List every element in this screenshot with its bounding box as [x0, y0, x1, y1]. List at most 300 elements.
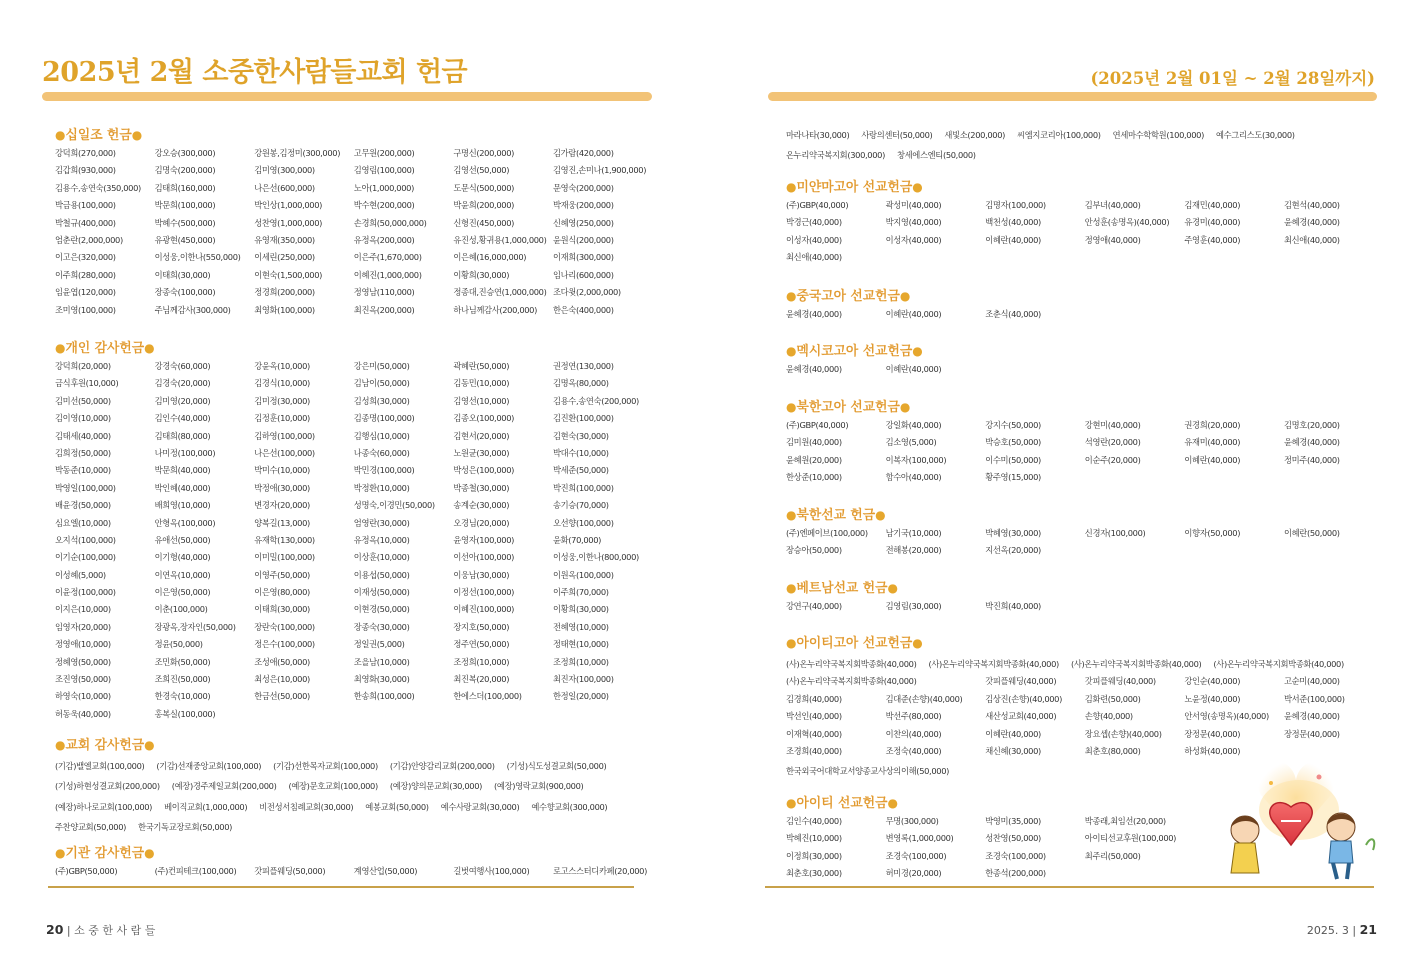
- section-church-thanks: [55, 735, 619, 837]
- list-item: 조정숙(40,000): [885, 745, 942, 756]
- list-item: 조희진(50,000): [154, 674, 211, 685]
- list-item: 김영선(50,000): [453, 165, 510, 176]
- list-item: 정영남(110,000): [353, 287, 415, 298]
- list-item: 박선주(80,000): [885, 711, 942, 722]
- list-item: 장정문(40,000): [1283, 728, 1340, 739]
- list-item: 박대수(10,000): [552, 447, 609, 458]
- list-item: 허동욱(40,000): [55, 708, 111, 719]
- section-heading: ●아이티고아 선교헌금●: [786, 636, 923, 651]
- list-item: 이주희(280,000): [55, 269, 116, 280]
- list-item: 김명옥(80,000): [552, 378, 609, 389]
- list-item: 창세에스엔티(50,000): [896, 150, 976, 161]
- list-item: 박재웅(200,000): [552, 200, 614, 211]
- list-item: 장란숙(100,000): [254, 621, 315, 632]
- list-item: 이세린(250,000): [254, 252, 315, 263]
- list-item: 장지호(50,000): [453, 621, 510, 632]
- list-item: 함수아(40,000): [885, 472, 942, 483]
- list-item: 김미원(40,000): [786, 437, 842, 448]
- list-item: 예봉교회(50,000): [365, 801, 429, 812]
- list-item: 이혜란(40,000): [885, 309, 942, 319]
- offering-list: [786, 673, 1384, 760]
- list-item: 갓피플웨딩(40,000): [985, 676, 1057, 687]
- list-item: (기감)선한목자교회(100,000): [273, 761, 378, 771]
- list-item: 백천성(40,000): [985, 217, 1041, 228]
- list-item: [886, 673, 986, 690]
- list-item: 김미정(30,000): [254, 395, 310, 406]
- list-item: 최춘호(80,000): [1084, 745, 1141, 756]
- list-item: 손경희(50,000,000): [353, 217, 427, 228]
- list-item: 임영자(20,000): [55, 621, 111, 632]
- list-item: 임나리(600,000): [552, 269, 614, 280]
- list-item: 계영산업(50,000): [353, 866, 418, 876]
- list-item: 하나님께감사(200,000): [453, 304, 537, 315]
- list-item: 김인수(40,000): [154, 413, 211, 424]
- list-item: 윤혜경(40,000): [786, 309, 842, 319]
- list-item: 연세마수학학원(100,000): [1112, 130, 1204, 140]
- list-item: 전해봉(20,000): [885, 545, 942, 556]
- list-item: 이재희(300,000): [552, 252, 614, 263]
- list-item: 김경숙(20,000): [154, 378, 211, 389]
- list-item: 홍복실(100,000): [154, 708, 216, 719]
- list-item: 최영화(100,000): [254, 304, 315, 315]
- list-item: 최진옥(200,000): [353, 304, 415, 315]
- children-heart-illustration: [1201, 755, 1391, 885]
- list-item: 유재학(130,000): [254, 534, 315, 545]
- section-heading: ●북한고아 선교헌금●: [786, 400, 911, 415]
- offering-list: [786, 361, 1384, 378]
- list-item: 나은선(600,000): [254, 182, 315, 193]
- list-item: 김하영(100,000): [254, 430, 315, 441]
- list-item: 박철규(400,000): [55, 217, 116, 228]
- list-item: 윤혜경(40,000): [1283, 711, 1340, 722]
- list-item: 김부녀(40,000): [1084, 200, 1141, 210]
- list-item: 윤화(70,000): [552, 534, 602, 545]
- list-item: 예수향교회(300,000): [531, 801, 608, 812]
- list-item: 주영훈(40,000): [1184, 234, 1241, 245]
- list-item: 박혜영(30,000): [985, 528, 1041, 538]
- list-item: 이혜란(40,000): [885, 364, 942, 374]
- list-item: 강은미(50,000): [353, 361, 410, 371]
- list-item: 안성훈(송명옥)(40,000): [1084, 217, 1170, 228]
- list-item: 이정희(30,000): [786, 850, 842, 861]
- list-item: 고순미(40,000): [1283, 676, 1340, 687]
- list-item: 박금용(100,000): [55, 200, 116, 211]
- list-item: 김영선(10,000): [453, 395, 510, 406]
- list-item: 김명자(100,000): [985, 200, 1046, 210]
- offering-list: [786, 525, 1384, 560]
- list-item: 정미주(40,000): [1283, 454, 1340, 465]
- list-item: 김남이(50,000): [353, 378, 410, 389]
- list-item: 최신애(40,000): [786, 252, 842, 263]
- period-label: (2025년 2월 01일 ~ 2월 28일까지): [1090, 69, 1375, 88]
- section-heading: ●개인 감사헌금●: [55, 341, 155, 356]
- offering-list: [786, 197, 1384, 267]
- list-item: 사랑의센터(50,000): [861, 130, 933, 140]
- list-item: 이혜란(40,000): [1184, 454, 1241, 465]
- list-item: 장승아(50,000): [786, 545, 842, 556]
- list-item: 박윤희(200,000): [453, 200, 515, 211]
- list-item: 이혜진(1,000,000): [353, 269, 422, 280]
- section-heading: ●아이티 선교헌금●: [786, 796, 898, 811]
- list-item: 윤원식(200,000): [552, 234, 614, 245]
- list-item: 김미선(50,000): [55, 395, 111, 406]
- section-top-continued: [786, 124, 1307, 165]
- list-item: 이윤정(100,000): [55, 587, 116, 598]
- list-item: 주찬양교회(50,000): [55, 822, 127, 833]
- list-item: 김상진(손향)(40,000): [985, 693, 1062, 704]
- list-item: 이상훈(10,000): [353, 552, 410, 563]
- list-item: 엄영란(30,000): [353, 517, 410, 528]
- list-item: 갓피플웨딩(50,000): [254, 866, 326, 876]
- list-item: (사)온누리약국복지회박종화(40,000): [1213, 659, 1344, 669]
- list-item: 변영록(1,000,000): [885, 833, 954, 844]
- list-item: 이황희(30,000): [552, 604, 609, 615]
- list-item: 이수미(50,000): [985, 454, 1041, 465]
- list-item: 박서준(100,000): [1283, 693, 1345, 704]
- list-item: 정영애(40,000): [1084, 234, 1141, 245]
- offering-list: [786, 813, 1184, 883]
- list-item: 유애선(50,000): [154, 534, 211, 545]
- list-item: 이향자(50,000): [1184, 528, 1241, 538]
- list-item: (사)온누리약국복지회박종화(40,000): [928, 659, 1059, 669]
- list-item: 박민경(100,000): [353, 465, 415, 476]
- list-item: 김용수,송연숙(350,000): [55, 182, 141, 193]
- list-item: 윤혜경(40,000): [786, 364, 842, 374]
- list-item: 노원균(30,000): [453, 447, 510, 458]
- footer-rule: [765, 886, 1374, 888]
- footer-rule: [48, 886, 634, 888]
- list-item: 최진자(100,000): [552, 674, 614, 685]
- list-item: 이연옥(10,000): [154, 569, 211, 580]
- list-item: 고무원(200,000): [353, 148, 415, 158]
- list-item: 이황희(30,000): [453, 269, 510, 280]
- list-item: 김영림(30,000): [885, 601, 942, 611]
- list-item: 박문희(100,000): [154, 200, 216, 211]
- list-item: (기감)선재중앙교회(100,000): [156, 761, 262, 771]
- list-item: 씨엠지코리아(100,000): [1017, 130, 1101, 140]
- list-item: 김미영(20,000): [154, 395, 211, 406]
- list-item: (예장)양의문교회(30,000): [389, 781, 483, 792]
- list-item: 정윤(50,000): [154, 639, 203, 650]
- list-item: 이재혁(40,000): [786, 728, 842, 739]
- list-item: 황주영(15,000): [985, 472, 1041, 483]
- list-item: 김현숙(30,000): [552, 430, 609, 441]
- section-org-thanks: [55, 843, 653, 880]
- list-item: 지선옥(20,000): [985, 545, 1041, 556]
- list-item: 배윤경(50,000): [55, 500, 111, 511]
- list-item: 양복길(13,000): [254, 517, 310, 528]
- section-nk-mission: [786, 505, 1384, 560]
- list-item: 최진복(20,000): [453, 674, 510, 685]
- page-title: 2025년 2월 소중한사람들교회 헌금: [42, 57, 468, 88]
- list-item: (예장)경주제일교회(200,000): [171, 781, 277, 792]
- list-item: (기감)안양감리교회(200,000): [389, 761, 495, 771]
- list-item: 한종석(200,000): [985, 868, 1046, 879]
- list-item: 김경희(40,000): [786, 693, 842, 704]
- offering-list: [55, 755, 619, 837]
- list-item: 김가람(420,000): [552, 148, 614, 158]
- offering-list: [786, 306, 1384, 323]
- list-item: 이용섭(50,000): [353, 569, 410, 580]
- list-item: 최주리(50,000): [1084, 850, 1141, 861]
- list-item: 조경희(40,000): [786, 745, 842, 756]
- list-item: 김경식(10,000): [254, 378, 310, 389]
- list-item: 김재민(40,000): [1184, 200, 1241, 210]
- list-item: 새빛소(200,000): [944, 130, 1006, 140]
- list-item: 이혜란(40,000): [985, 728, 1041, 739]
- list-item: 김동민(10,000): [453, 378, 510, 389]
- list-item: 길벗여행사(100,000): [453, 866, 530, 876]
- list-item: 이춘(100,000): [154, 604, 208, 615]
- list-item: (기감)밸엘교회(100,000): [55, 761, 145, 771]
- list-item: 한은숙(400,000): [552, 304, 614, 315]
- list-item: 박영미(35,000): [985, 816, 1041, 826]
- list-item: 이원옥(100,000): [552, 569, 614, 580]
- list-item: 박문희(40,000): [154, 465, 211, 476]
- section-heading: ●중국고아 선교헌금●: [786, 289, 911, 304]
- list-item: 이미밀(100,000): [254, 552, 315, 563]
- list-item: 조경숙(100,000): [885, 850, 947, 861]
- list-item: 조진영(50,000): [55, 674, 111, 685]
- list-item: 김성희(30,000): [353, 395, 410, 406]
- list-item: 최춘호(30,000): [786, 868, 842, 879]
- list-item: 조정희(10,000): [552, 656, 609, 667]
- section-heading: ●베트남선교 헌금●: [786, 581, 898, 596]
- list-item: 변경자(20,000): [254, 500, 310, 511]
- list-item: 이정선(100,000): [453, 587, 515, 598]
- list-item: 김태세(40,000): [55, 430, 111, 441]
- section-tithe: [55, 125, 653, 319]
- section-china: [786, 286, 1384, 323]
- list-item: 하영숙(10,000): [55, 691, 111, 702]
- list-item: 이은영(80,000): [254, 587, 310, 598]
- list-item: 이지은(10,000): [55, 604, 111, 615]
- list-item: 이혜란(50,000): [1283, 528, 1340, 538]
- list-item: 김인수(40,000): [786, 816, 842, 826]
- list-item: 이복자(100,000): [885, 454, 947, 465]
- list-item: 유영재(350,000): [254, 234, 315, 245]
- section-heading: ●교회 감사헌금●: [55, 738, 155, 753]
- list-item: 박정환(10,000): [353, 482, 410, 493]
- list-item: 강지수(50,000): [985, 420, 1041, 430]
- list-item: 새산성교회(40,000): [985, 711, 1057, 722]
- list-item: 한경숙(10,000): [154, 691, 211, 702]
- section-myanmar: [786, 177, 1384, 267]
- list-item: 이고은(320,000): [55, 252, 116, 263]
- list-item: 박성은(100,000): [453, 465, 515, 476]
- list-item: 박선인(40,000): [786, 711, 842, 722]
- list-item: 오지석(100,000): [55, 534, 116, 545]
- list-item: 강덕희(20,000): [55, 361, 111, 371]
- list-item: 조민화(50,000): [154, 656, 211, 667]
- list-item: 박진희(40,000): [985, 601, 1041, 611]
- list-item: 유광현(450,000): [154, 234, 216, 245]
- list-item: 전혜영(10,000): [552, 621, 609, 632]
- list-item: 조다윗(2,000,000): [552, 287, 621, 298]
- list-item: 석영란(20,000): [1084, 437, 1141, 448]
- list-item: 박승호(50,000): [985, 437, 1041, 448]
- list-item: (주)엔페이브(100,000): [786, 528, 868, 538]
- section-heading: ●멕시코고아 선교헌금●: [786, 344, 923, 359]
- list-item: 김진환(100,000): [552, 413, 614, 424]
- section-heading: ●기관 감사헌금●: [55, 846, 155, 861]
- list-item: 김희정(50,000): [55, 447, 111, 458]
- list-item: 박정애(30,000): [254, 482, 310, 493]
- list-item: 박혜진(10,000): [786, 833, 842, 844]
- right-page: [711, 0, 1421, 975]
- list-item: 곽성미(40,000): [885, 200, 942, 210]
- list-item: 박영일(100,000): [55, 482, 116, 493]
- list-item: 조미영(100,000): [55, 304, 116, 315]
- list-item: 예수그리스도(30,000): [1215, 130, 1295, 140]
- list-item: 김대준(손향)(40,000): [885, 693, 963, 704]
- list-item: 정종대,진승연(1,000,000): [453, 287, 547, 298]
- list-item: 심요엘(10,000): [55, 517, 111, 528]
- list-item: 강인순(40,000): [1184, 676, 1241, 687]
- list-item: 성찬영(50,000): [985, 833, 1041, 844]
- list-item: 강연구(40,000): [786, 601, 842, 611]
- list-item: 장종숙(30,000): [353, 621, 410, 632]
- list-item: 최성은(10,000): [254, 674, 310, 685]
- list-item: 조성애(50,000): [254, 656, 310, 667]
- list-item: 구명신(200,000): [453, 148, 515, 158]
- list-item: 권정연(130,000): [552, 361, 614, 371]
- list-item: 나은선(100,000): [254, 447, 315, 458]
- list-item: 로고스스터디카페(20,000): [552, 866, 647, 876]
- list-item: 김영림(100,000): [353, 165, 415, 176]
- list-item: 노아(1,000,000): [353, 182, 414, 193]
- list-item: 배희영(10,000): [154, 500, 211, 511]
- list-item: 박수현(200,000): [353, 200, 415, 211]
- page-number-right: 2025. 3 | 21: [1306, 922, 1377, 937]
- list-item: 이기순(100,000): [55, 552, 116, 563]
- list-item: 최신애(40,000): [1283, 234, 1340, 245]
- list-item: 나미정(100,000): [154, 447, 216, 458]
- list-item: 성명숙,이경민(50,000): [353, 500, 435, 511]
- list-item: 이영주(50,000): [254, 569, 310, 580]
- list-item: 금식후원(10,000): [55, 378, 119, 389]
- list-item: 조경숙(100,000): [985, 850, 1046, 861]
- offering-list: [786, 653, 1384, 673]
- list-item: (주)GBP(50,000): [55, 866, 118, 876]
- list-item: 도문식(500,000): [453, 182, 515, 193]
- list-item: 이성자(40,000): [885, 234, 942, 245]
- list-item: 김행심(10,000): [353, 430, 410, 441]
- list-item: 아이티선교후원(100,000): [1084, 833, 1177, 844]
- section-personal-thanks: [55, 338, 653, 723]
- list-item: 김종오(100,000): [453, 413, 515, 424]
- list-item: 이성웅,이한나(550,000): [154, 252, 241, 263]
- list-item: 채신혜(30,000): [985, 745, 1041, 756]
- list-item: 박경근(40,000): [786, 217, 842, 228]
- list-item: 박인혜(40,000): [154, 482, 211, 493]
- list-item: 송기승(70,000): [552, 500, 609, 511]
- list-item: 베이직교회(1,000,000): [164, 801, 248, 812]
- list-item: 무명(300,000): [885, 816, 939, 826]
- list-item: 윤혜경(40,000): [1283, 217, 1340, 228]
- list-item: 김갑희(930,000): [55, 165, 116, 176]
- list-item: 나종숙(60,000): [353, 447, 410, 458]
- list-item: (주)GBP(40,000): [786, 200, 849, 210]
- list-item: 한송희(100,000): [353, 691, 415, 702]
- list-item: (사)온누리약국복지회박종화(40,000): [786, 676, 917, 687]
- list-item: 하성화(40,000): [1184, 745, 1241, 756]
- list-item: 강덕희(270,000): [55, 148, 116, 158]
- list-item: 김종명(100,000): [353, 413, 415, 424]
- list-item: 정혜영(50,000): [55, 656, 111, 667]
- list-item: 강일화(40,000): [885, 420, 942, 430]
- list-item: 이주희(70,000): [552, 587, 609, 598]
- list-item: 강현미(40,000): [1084, 420, 1141, 430]
- list-item: 강윤옥(10,000): [254, 361, 310, 371]
- list-item: 정영애(10,000): [55, 639, 111, 650]
- list-item: 임윤엽(120,000): [55, 287, 116, 298]
- list-item: 김화련(50,000): [1084, 693, 1141, 704]
- list-item: (예장)하나로교회(100,000): [55, 801, 153, 812]
- offering-list: [786, 417, 1384, 487]
- list-item: (기성)식도성결교회(50,000): [506, 761, 607, 771]
- list-item: 장종숙(100,000): [154, 287, 216, 298]
- list-item: 이은혜(16,000,000): [453, 252, 527, 263]
- list-item: 박인상(1,000,000): [254, 200, 323, 211]
- list-item: 장정문(40,000): [1184, 728, 1241, 739]
- list-item: 갓피플웨딩(40,000): [1084, 676, 1156, 687]
- list-item: 손향(40,000): [1084, 711, 1133, 722]
- list-item: 조정희(10,000): [453, 656, 510, 667]
- list-item: 김정훈(10,000): [254, 413, 310, 424]
- list-item: 오경님(20,000): [453, 517, 510, 528]
- list-item: 정은수(100,000): [254, 639, 315, 650]
- section-heading: ●십일조 헌금●: [55, 128, 143, 143]
- list-item: 박진희(100,000): [552, 482, 614, 493]
- list-item: (주)GBP(40,000): [786, 420, 849, 430]
- offering-list: [786, 124, 1307, 165]
- list-item: 안서영(송명옥)(40,000): [1184, 711, 1269, 722]
- list-item: 신형진(450,000): [453, 217, 515, 228]
- list-item: 이웅남(30,000): [453, 569, 510, 580]
- list-item: 이혜란(40,000): [985, 234, 1041, 245]
- list-item: 이혜진(100,000): [453, 604, 515, 615]
- list-item: 김태희(80,000): [154, 430, 211, 441]
- section-heading: ●미얀마고아 선교헌금●: [786, 180, 923, 195]
- list-item: 이태희(30,000): [154, 269, 211, 280]
- list-item: 김소영(5,000): [885, 437, 937, 448]
- list-item: 한국기독교장로회(50,000): [138, 822, 233, 833]
- list-item: 유진성,황귀용(1,000,000): [453, 234, 547, 245]
- list-item: 김이영(10,000): [55, 413, 111, 424]
- list-item: [1085, 865, 1185, 882]
- left-page: [0, 0, 710, 975]
- list-item: 장요셉(손향)(40,000): [1084, 728, 1162, 739]
- list-item: (사)온누리약국복지회박종화(40,000): [786, 659, 917, 669]
- list-item: 곽혜란(50,000): [453, 361, 510, 371]
- list-item: 윤혜원(20,000): [786, 454, 842, 465]
- list-item: 박혜수(500,000): [154, 217, 216, 228]
- list-item: 김용수,송연숙(200,000): [552, 395, 639, 406]
- list-item: (예장)문호교회(100,000): [288, 781, 378, 792]
- list-item: 온누리약국복지회(300,000): [786, 150, 885, 161]
- list-item: 장광옥,장자인(50,000): [154, 621, 236, 632]
- list-item: 남기국(10,000): [885, 528, 942, 538]
- list-item: 박동준(10,000): [55, 465, 111, 476]
- section-mexico: [786, 341, 1384, 378]
- list-item: 이찬의(40,000): [885, 728, 942, 739]
- title-underline-bar: [768, 92, 1377, 101]
- list-item: 김태희(160,000): [154, 182, 216, 193]
- list-item: 신혜영(250,000): [552, 217, 614, 228]
- list-item: 정태현(10,000): [552, 639, 609, 650]
- section-vietnam: [786, 578, 1384, 615]
